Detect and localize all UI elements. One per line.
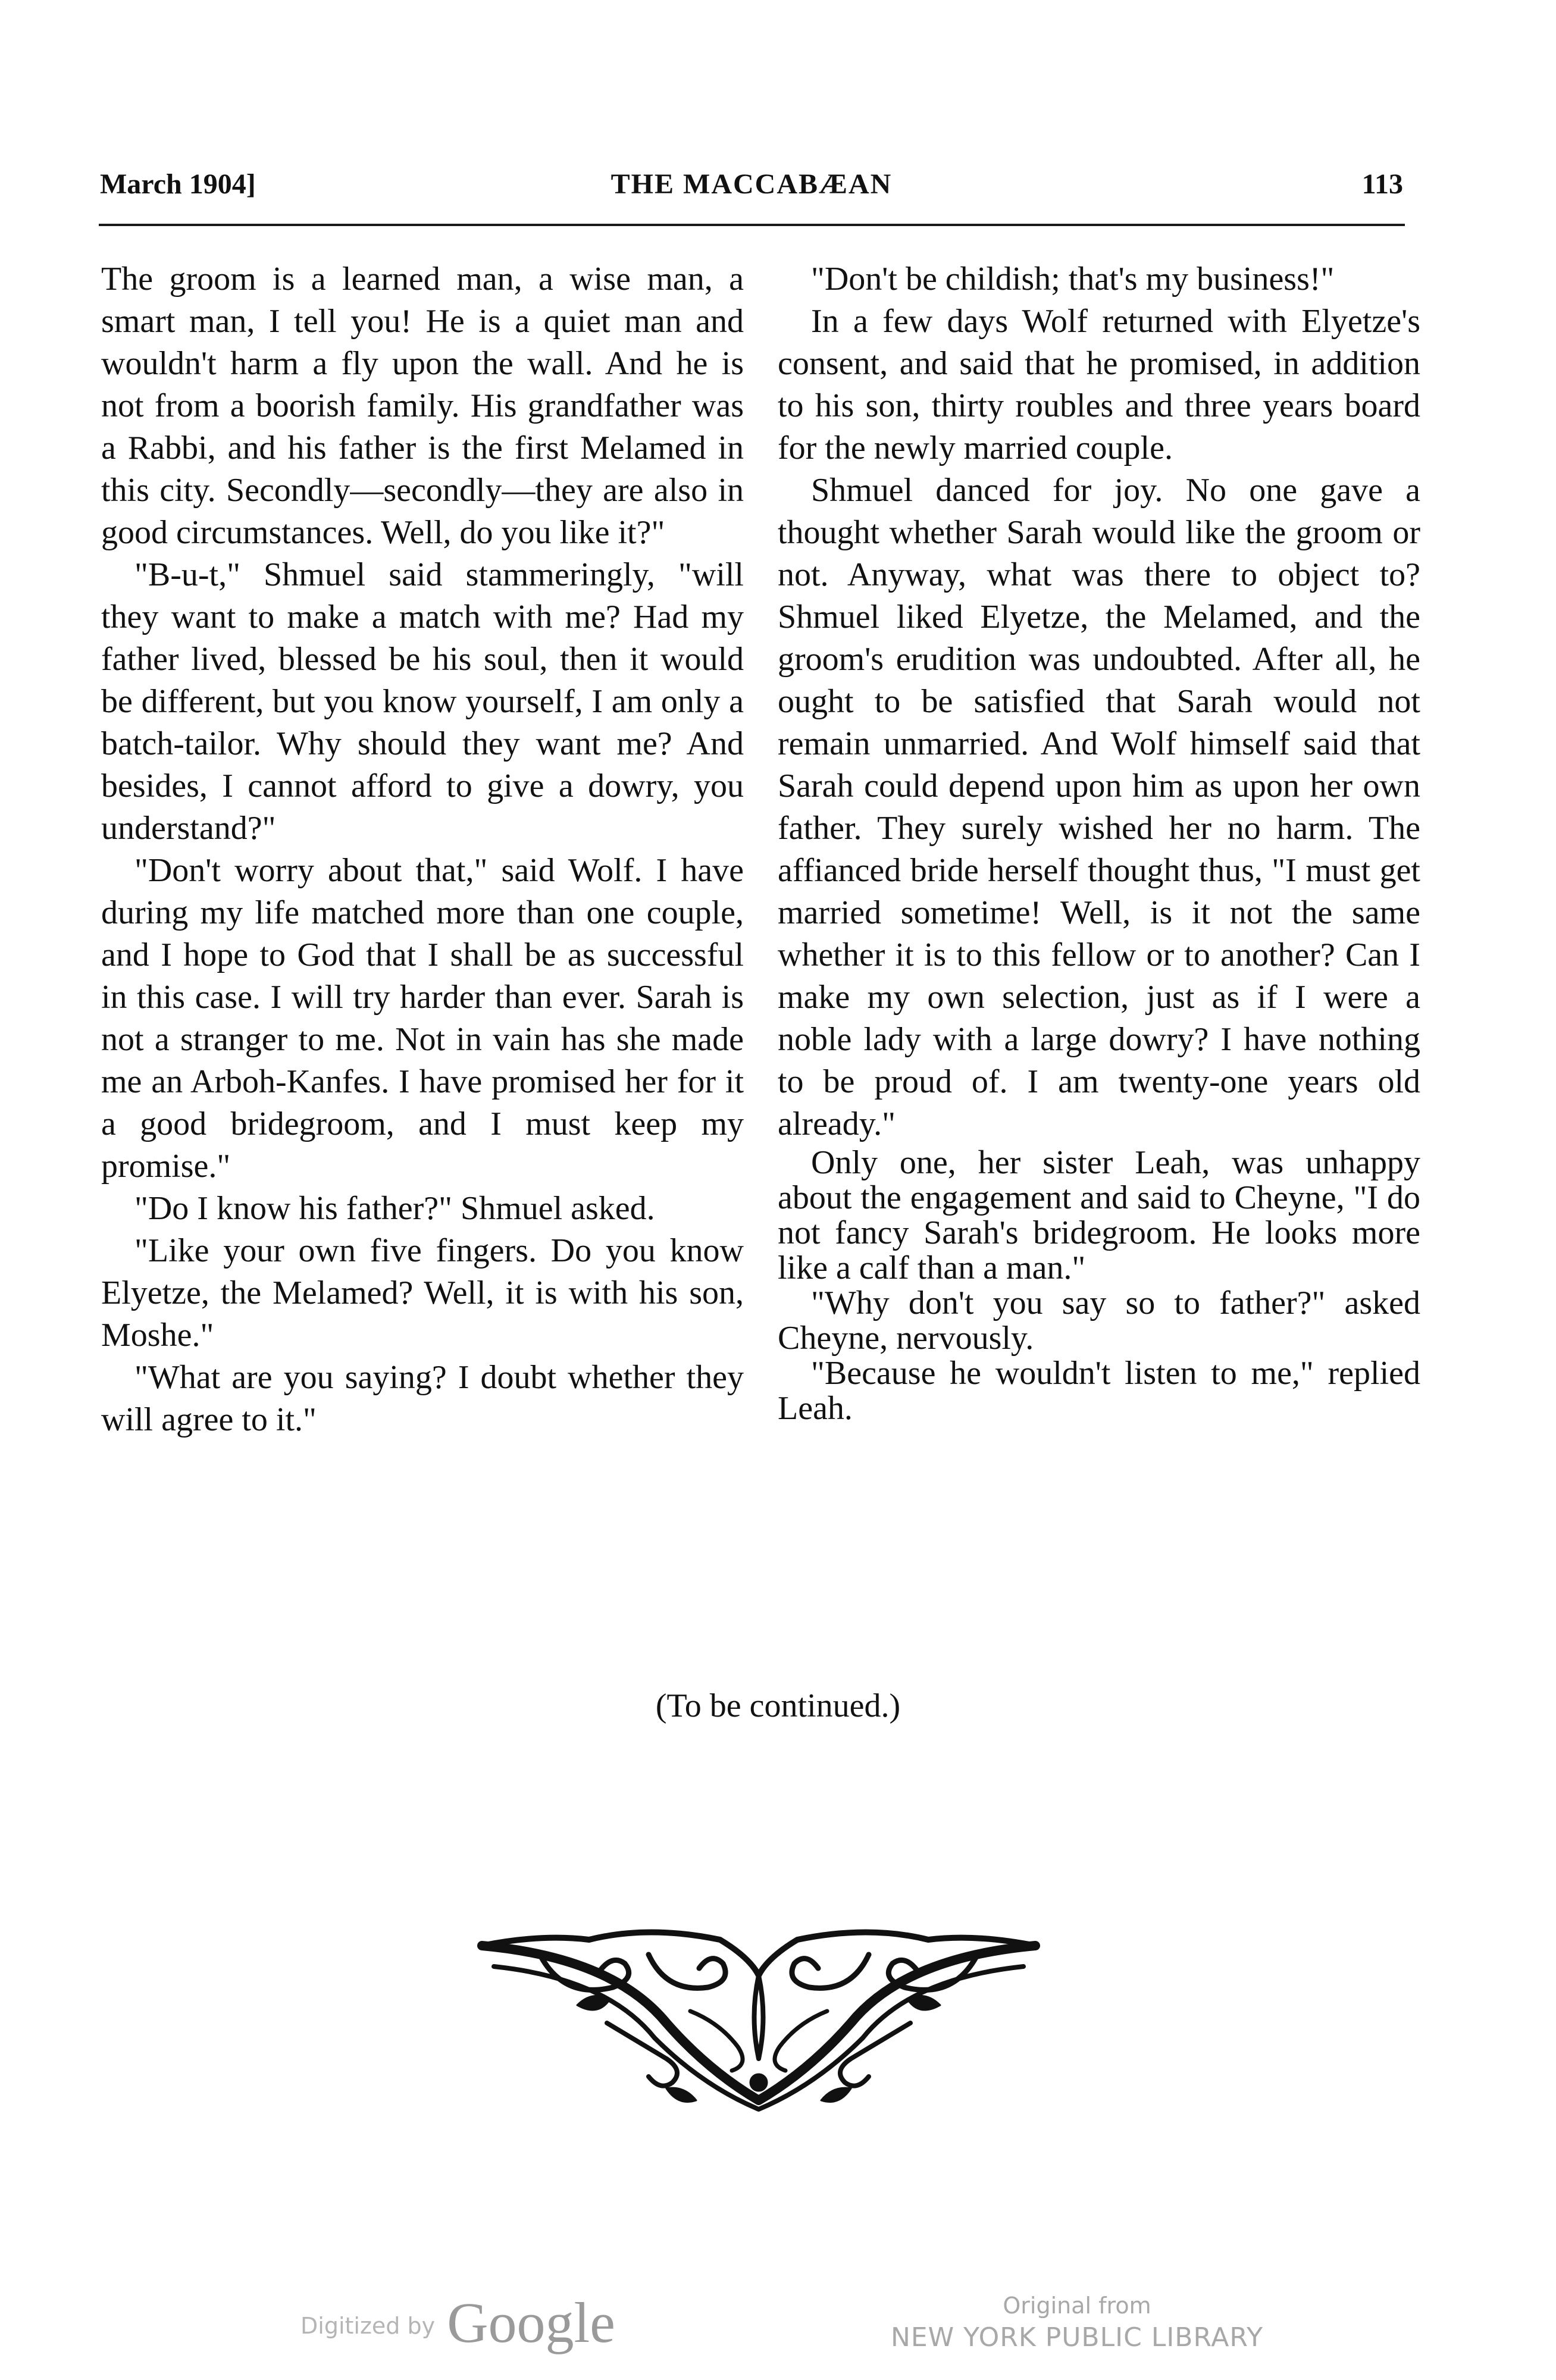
right-column bbox=[778, 258, 1420, 1426]
paragraph: "Why don't you say so to father?" asked Cheyne, nervously. bbox=[778, 1285, 1420, 1357]
journal-title: THE MACCABÆAN bbox=[610, 168, 893, 200]
digitized-by-label: Digitized by bbox=[300, 2313, 436, 2339]
paragraph: "Don't be childish; that's my business!" bbox=[811, 261, 1335, 298]
paragraph: "Like your own five fingers. Do you know Elyetze, the Melamed? Well, it is with his son, Moshe." bbox=[101, 1232, 744, 1354]
header-rule bbox=[99, 224, 1405, 226]
paragraph: "B-u-t," Shmuel said stammeringly, "will they want to make a match with me? Had my father lived, blessed be his soul, then it would be different, but you know yourself, I am only a batch-tailor. Why should they want me? And besides, I cannot afford to give a dowry, you understand?" bbox=[101, 556, 744, 847]
issue-date: March 1904] bbox=[100, 168, 256, 200]
left-column bbox=[101, 258, 744, 1441]
paragraph: "Because he wouldn't listen to me," replied Leah. bbox=[778, 1355, 1420, 1427]
paragraph: Shmuel danced for joy. No one gave a thought whether Sarah would like the groom or not. Anyway, what was there to object to? Shmuel liked Elyetze, the Melamed, and the groom's erudition was undoubted. After all, he ought to be satisfied that Sarah would not remain unmarried. And Wolf himself said that Sarah could depend upon him as upon her own father. They surely wished her no harm. The affianced bride herself thought thus, "I must get married sometime! Well, is it not the same whether it is to this fellow or to another? Can I make my own selection, just as if I were a noble lady with a large dowry? I have nothing to be proud of. I am twenty-one years old already." bbox=[778, 472, 1420, 1142]
running-header bbox=[100, 168, 1403, 209]
paragraph: In a few days Wolf returned with Elyetze's consent, and said that he promised, in addition to his son, thirty roubles and three years board for the newly married couple. bbox=[778, 303, 1420, 466]
paragraph: "Do I know his father?" Shmuel asked. bbox=[134, 1190, 655, 1227]
page-number: 113 bbox=[1361, 168, 1403, 200]
ornament-tailpiece bbox=[470, 1922, 1047, 2118]
paragraph: The groom is a learned man, a wise man, a smart man, I tell you! He is a quiet man and wouldn't harm a fly upon the wall. And he is not from a boorish family. His grandfather was a Rabbi, and his father is the first Melamed in this city. Secondly—secondly—they are also in good circumstances. Well, do you like it?" bbox=[101, 261, 744, 551]
library-watermark bbox=[881, 2290, 1273, 2354]
original-from-label: Original from bbox=[1003, 2293, 1151, 2319]
digitized-by-watermark bbox=[300, 2290, 615, 2356]
paragraph: "Don't worry about that," said Wolf. I have during my life matched more than one couple, and I hope to God that I shall be as successful in this case. I will try harder than ever. Sarah is not a stranger to me. Not in vain has she made me an Arboh-Kanfes. I have promised her for it a good bridegroom, and I must keep my promise." bbox=[101, 852, 744, 1185]
google-logo: Google bbox=[447, 2291, 615, 2354]
to-be-continued: (To be continued.) bbox=[655, 1687, 901, 1724]
paragraph: "What are you saying? I doubt whether they will agree to it." bbox=[101, 1359, 744, 1438]
paragraph: Only one, her sister Leah, was unhappy about the engagement and said to Cheyne, "I do not fancy Sarah's bridegroom. He looks more like a calf than a man." bbox=[778, 1144, 1420, 1286]
library-name: NEW YORK PUBLIC LIBRARY bbox=[890, 2322, 1264, 2353]
